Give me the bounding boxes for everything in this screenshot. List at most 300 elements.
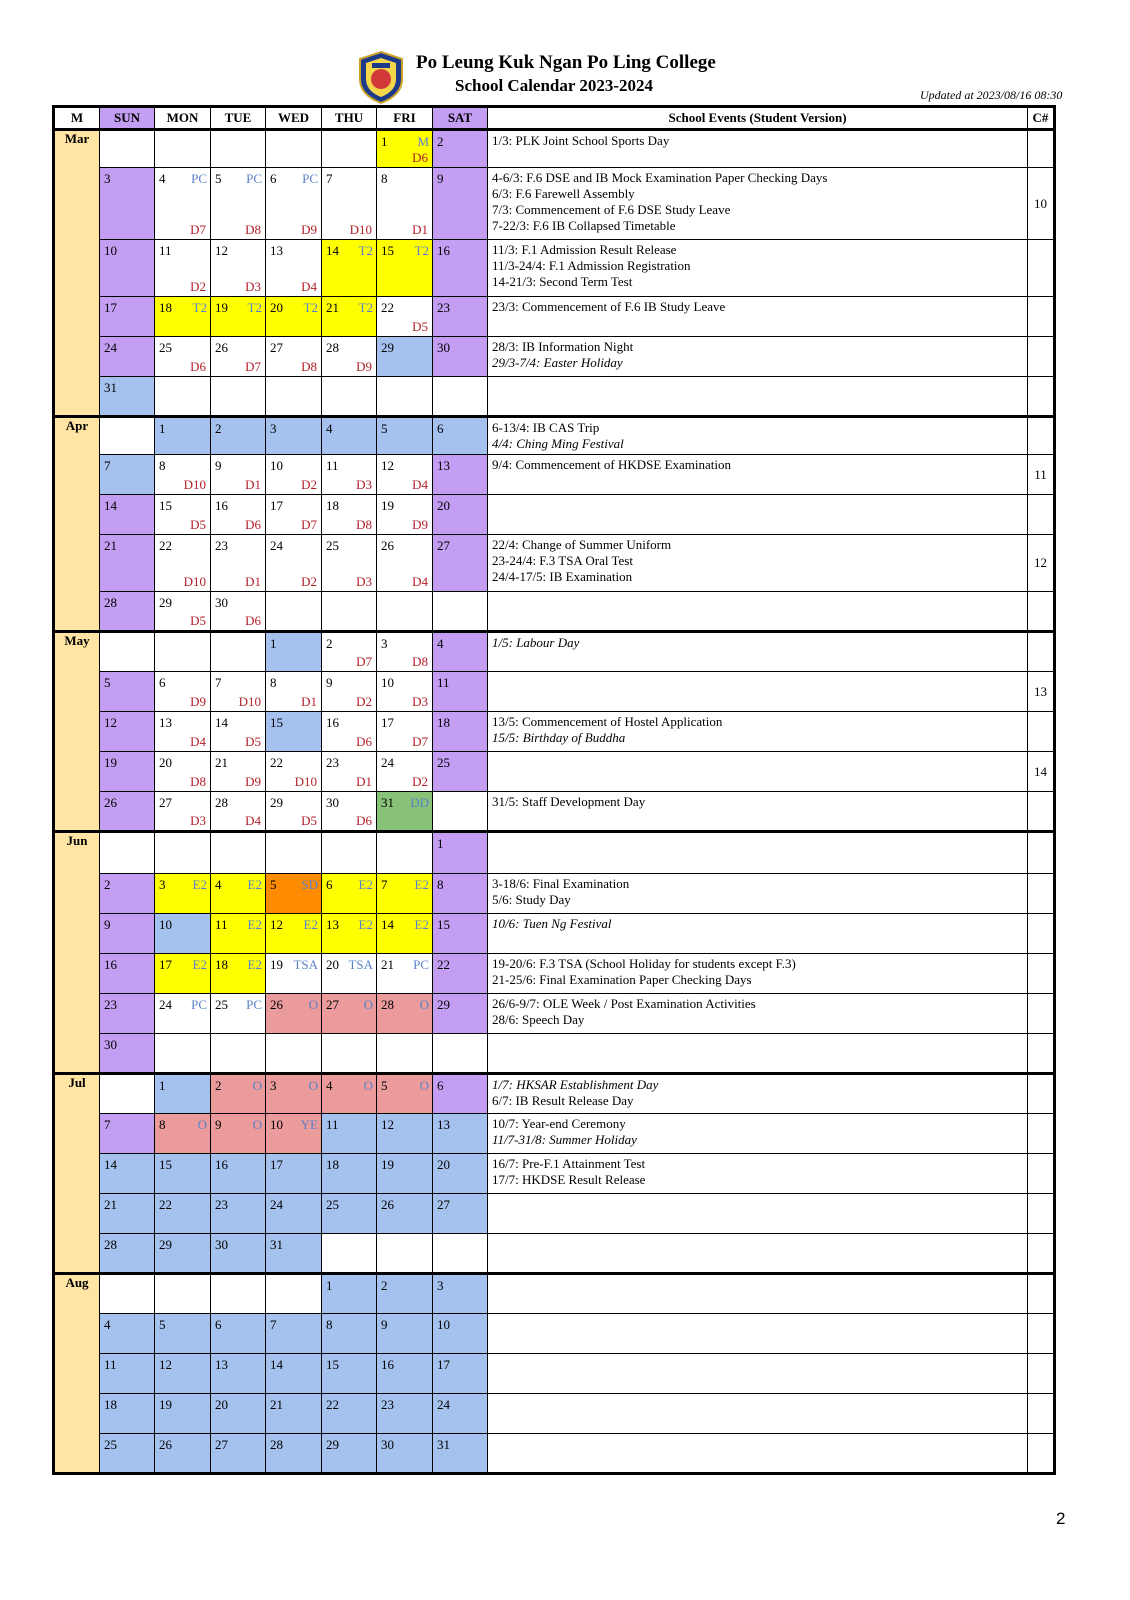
- day-number: 2: [437, 134, 444, 149]
- day-number: 13: [326, 917, 339, 932]
- day-number: 28: [104, 595, 117, 610]
- activity-code: O: [363, 1078, 373, 1093]
- day-cell-thu: [322, 1394, 377, 1434]
- cycle-number-cell: [1028, 632, 1055, 672]
- cycle-day-code: D10: [183, 477, 206, 492]
- day-number: 18: [437, 715, 450, 730]
- day-cell-sat: [433, 168, 488, 240]
- day-number: 5: [159, 1317, 166, 1332]
- day-number: 5: [381, 1078, 388, 1093]
- events-cell: [488, 168, 1028, 240]
- day-number: 3: [381, 636, 388, 651]
- day-cell-sun: [100, 914, 155, 954]
- week-row: [54, 1274, 1055, 1314]
- cycle-day-code: D10: [349, 222, 372, 237]
- day-cell-sat: [433, 1394, 488, 1434]
- school-crest-icon: [356, 49, 406, 105]
- cycle-number-cell: 10: [1028, 168, 1055, 240]
- day-number: 15: [437, 917, 450, 932]
- empty-day-cell: [266, 592, 322, 632]
- day-cell-mon: [155, 792, 211, 832]
- day-number: 14: [104, 1157, 117, 1172]
- day-cell-sat: [433, 130, 488, 168]
- day-cell-sun: [100, 1354, 155, 1394]
- event-line: 7/3: Commencement of F.6 DSE Study Leave: [492, 202, 731, 217]
- day-number: 28: [215, 795, 228, 810]
- day-number: 7: [104, 458, 111, 473]
- day-number: 17: [437, 1357, 450, 1372]
- events-cell: [488, 337, 1028, 377]
- event-line: 11/7-31/8: Summer Holiday: [492, 1132, 637, 1147]
- day-cell-tue: [211, 297, 266, 337]
- day-number: 21: [104, 538, 117, 553]
- cycle-number-header: C#: [1028, 107, 1055, 130]
- week-row: [54, 1114, 1055, 1154]
- day-number: 26: [381, 1197, 394, 1212]
- day-number: 26: [381, 538, 394, 553]
- day-cell-sun: [100, 1394, 155, 1434]
- day-cell-thu: [322, 417, 377, 455]
- empty-day-cell: [155, 377, 211, 417]
- day-cell-wed: [266, 455, 322, 495]
- day-cell-thu: [322, 168, 377, 240]
- day-cell-tue: [211, 874, 266, 914]
- day-number: 12: [381, 458, 394, 473]
- day-cell-tue: [211, 535, 266, 592]
- cycle-number-cell: [1028, 792, 1055, 832]
- day-cell-sat: [433, 832, 488, 874]
- day-number: 28: [104, 1237, 117, 1252]
- day-number: 17: [159, 957, 172, 972]
- activity-code: T2: [247, 300, 262, 315]
- day-cell-tue: [211, 1074, 266, 1114]
- cycle-day-code: D6: [190, 359, 206, 374]
- day-number: 3: [159, 877, 166, 892]
- day-cell-sun: [100, 592, 155, 632]
- day-number: 13: [270, 243, 283, 258]
- empty-day-cell: [322, 592, 377, 632]
- day-number: 17: [270, 498, 283, 513]
- cycle-day-code: D6: [356, 734, 372, 749]
- day-number: 5: [215, 171, 222, 186]
- cycle-day-code: D3: [245, 279, 261, 294]
- day-number: 1: [326, 1278, 333, 1293]
- day-number: 10: [437, 1317, 450, 1332]
- day-number: 31: [270, 1237, 283, 1252]
- day-number: 16: [215, 1157, 228, 1172]
- day-cell-tue: [211, 417, 266, 455]
- cycle-day-code: D8: [412, 654, 428, 669]
- cycle-day-code: D7: [190, 222, 206, 237]
- day-number: 12: [270, 917, 283, 932]
- cycle-day-code: D7: [412, 734, 428, 749]
- cycle-number-cell: 11: [1028, 455, 1055, 495]
- day-number: 18: [104, 1397, 117, 1412]
- day-cell-mon: [155, 1394, 211, 1434]
- cycle-number-cell: 12: [1028, 535, 1055, 592]
- day-number: 13: [437, 458, 450, 473]
- day-cell-fri: [377, 240, 433, 297]
- cycle-day-code: D7: [245, 359, 261, 374]
- empty-day-cell: [433, 792, 488, 832]
- empty-day-cell: [322, 130, 377, 168]
- event-line: 23/3: Commencement of F.6 IB Study Leave: [492, 299, 726, 314]
- empty-day-cell: [155, 632, 211, 672]
- event-line: 23-24/4: F.3 TSA Oral Test: [492, 553, 633, 568]
- monday-header: MON: [155, 107, 211, 130]
- cycle-day-code: D4: [412, 574, 428, 589]
- cycle-number-cell: [1028, 832, 1055, 874]
- cycle-day-code: D8: [356, 517, 372, 532]
- cycle-number-cell: [1028, 712, 1055, 752]
- day-cell-fri: [377, 455, 433, 495]
- day-number: 2: [104, 877, 111, 892]
- day-cell-sun: [100, 377, 155, 417]
- day-cell-mon: [155, 752, 211, 792]
- day-cell-fri: [377, 752, 433, 792]
- day-number: 20: [326, 957, 339, 972]
- day-cell-wed: [266, 297, 322, 337]
- cycle-day-code: D9: [412, 517, 428, 532]
- day-cell-tue: [211, 1314, 266, 1354]
- empty-day-cell: [211, 377, 266, 417]
- week-row: [54, 592, 1055, 632]
- activity-code: E2: [192, 957, 207, 972]
- month-label: May: [54, 632, 100, 832]
- day-cell-sun: [100, 1154, 155, 1194]
- day-cell-mon: [155, 1434, 211, 1474]
- day-cell-thu: [322, 712, 377, 752]
- day-number: 31: [104, 380, 117, 395]
- day-number: 22: [270, 755, 283, 770]
- cycle-number-cell: [1028, 130, 1055, 168]
- month-column-header: M: [54, 107, 100, 130]
- day-number: 4: [215, 877, 222, 892]
- day-cell-mon: [155, 417, 211, 455]
- day-cell-thu: [322, 455, 377, 495]
- day-cell-fri: [377, 535, 433, 592]
- event-line: 10/7: Year-end Ceremony: [492, 1116, 626, 1131]
- day-cell-fri: [377, 1274, 433, 1314]
- day-number: 7: [381, 877, 388, 892]
- empty-day-cell: [266, 832, 322, 874]
- day-cell-tue: [211, 240, 266, 297]
- day-number: 14: [381, 917, 394, 932]
- week-row: [54, 672, 1055, 712]
- day-cell-sat: [433, 297, 488, 337]
- day-number: 16: [326, 715, 339, 730]
- thursday-header: THU: [322, 107, 377, 130]
- day-cell-thu: [322, 535, 377, 592]
- day-number: 8: [326, 1317, 333, 1332]
- day-cell-sun: [100, 672, 155, 712]
- activity-code: TSA: [293, 957, 318, 972]
- day-cell-sat: [433, 672, 488, 712]
- activity-code: O: [419, 997, 429, 1012]
- cycle-day-code: D1: [301, 694, 317, 709]
- day-number: 24: [437, 1397, 450, 1412]
- day-cell-fri: [377, 1074, 433, 1114]
- day-cell-wed: [266, 417, 322, 455]
- cycle-day-code: D9: [245, 774, 261, 789]
- day-number: 27: [437, 538, 450, 553]
- day-cell-sat: [433, 535, 488, 592]
- cycle-day-code: D7: [301, 517, 317, 532]
- day-cell-mon: [155, 914, 211, 954]
- empty-day-cell: [377, 377, 433, 417]
- empty-day-cell: [266, 1034, 322, 1074]
- day-number: 2: [215, 1078, 222, 1093]
- day-number: 27: [326, 997, 339, 1012]
- day-number: 18: [326, 1157, 339, 1172]
- day-cell-mon: [155, 1074, 211, 1114]
- day-number: 6: [437, 1078, 444, 1093]
- day-number: 23: [215, 1197, 228, 1212]
- day-cell-wed: [266, 1074, 322, 1114]
- activity-code: E2: [358, 917, 373, 932]
- empty-day-cell: [433, 1234, 488, 1274]
- events-cell: [488, 130, 1028, 168]
- activity-code: E2: [414, 877, 429, 892]
- week-row: [54, 535, 1055, 592]
- cycle-day-code: D1: [356, 774, 372, 789]
- week-row: [54, 337, 1055, 377]
- day-cell-sun: [100, 1034, 155, 1074]
- day-number: 4: [326, 421, 333, 436]
- day-cell-mon: [155, 1354, 211, 1394]
- day-cell-tue: [211, 337, 266, 377]
- day-cell-thu: [322, 1194, 377, 1234]
- day-cell-tue: [211, 1194, 266, 1234]
- day-number: 24: [159, 997, 172, 1012]
- activity-code: PC: [191, 997, 207, 1012]
- day-number: 23: [381, 1397, 394, 1412]
- empty-day-cell: [100, 832, 155, 874]
- day-number: 3: [270, 1078, 277, 1093]
- event-line: 16/7: Pre-F.1 Attainment Test: [492, 1156, 646, 1171]
- day-number: 24: [270, 538, 283, 553]
- day-number: 9: [104, 917, 111, 932]
- day-number: 9: [215, 1117, 222, 1132]
- events-cell: [488, 874, 1028, 914]
- day-cell-tue: [211, 1114, 266, 1154]
- event-line: 6-13/4: IB CAS Trip: [492, 420, 600, 435]
- empty-day-cell: [100, 1074, 155, 1114]
- day-cell-fri: [377, 417, 433, 455]
- day-cell-thu: [322, 1274, 377, 1314]
- empty-day-cell: [433, 592, 488, 632]
- empty-day-cell: [377, 1234, 433, 1274]
- events-cell: [488, 592, 1028, 632]
- empty-day-cell: [100, 130, 155, 168]
- day-cell-thu: [322, 1154, 377, 1194]
- day-number: 10: [270, 458, 283, 473]
- day-number: 25: [159, 340, 172, 355]
- day-cell-mon: [155, 337, 211, 377]
- day-cell-wed: [266, 240, 322, 297]
- day-cell-fri: [377, 874, 433, 914]
- day-number: 8: [159, 1117, 166, 1132]
- day-number: 4: [437, 636, 444, 651]
- day-cell-thu: [322, 337, 377, 377]
- event-line: 4/4: Ching Ming Festival: [492, 436, 624, 451]
- cycle-number-cell: [1028, 337, 1055, 377]
- day-cell-tue: [211, 168, 266, 240]
- event-line: 21-25/6: Final Examination Paper Checking Days: [492, 972, 752, 987]
- week-row: [54, 1394, 1055, 1434]
- day-number: 16: [215, 498, 228, 513]
- activity-code: O: [308, 997, 318, 1012]
- cycle-number-cell: [1028, 1074, 1055, 1114]
- month-label: Apr: [54, 417, 100, 632]
- day-number: 17: [270, 1157, 283, 1172]
- calendar-body: [54, 130, 1055, 1474]
- day-cell-mon: [155, 1114, 211, 1154]
- cycle-number-cell: [1028, 1274, 1055, 1314]
- cycle-number-cell: [1028, 495, 1055, 535]
- empty-day-cell: [100, 632, 155, 672]
- day-number: 2: [215, 421, 222, 436]
- day-cell-sat: [433, 752, 488, 792]
- day-cell-tue: [211, 712, 266, 752]
- day-number: 15: [159, 1157, 172, 1172]
- event-line: 13/5: Commencement of Hostel Application: [492, 714, 723, 729]
- month-label: Jul: [54, 1074, 100, 1274]
- day-cell-fri: [377, 337, 433, 377]
- page-number: 2: [1056, 1509, 1066, 1528]
- day-cell-wed: [266, 672, 322, 712]
- week-row: [54, 914, 1055, 954]
- day-cell-mon: [155, 535, 211, 592]
- day-number: 10: [381, 675, 394, 690]
- day-number: 23: [104, 997, 117, 1012]
- day-cell-thu: [322, 792, 377, 832]
- events-cell: [488, 377, 1028, 417]
- school-name: Po Leung Kuk Ngan Po Ling College: [416, 52, 716, 73]
- day-number: 6: [159, 675, 166, 690]
- day-number: 3: [104, 171, 111, 186]
- activity-code: PC: [413, 957, 429, 972]
- day-cell-sat: [433, 1314, 488, 1354]
- day-number: 11: [215, 917, 228, 932]
- cycle-day-code: D6: [245, 517, 261, 532]
- day-cell-thu: [322, 1114, 377, 1154]
- activity-code: T2: [358, 243, 373, 258]
- day-cell-sat: [433, 874, 488, 914]
- day-cell-fri: [377, 1154, 433, 1194]
- day-number: 28: [270, 1437, 283, 1452]
- day-number: 30: [381, 1437, 394, 1452]
- day-number: 12: [215, 243, 228, 258]
- day-cell-tue: [211, 1234, 266, 1274]
- day-cell-thu: [322, 914, 377, 954]
- event-line: 15/5: Birthday of Buddha: [492, 730, 626, 745]
- day-cell-mon: [155, 712, 211, 752]
- event-line: 11/3: F.1 Admission Result Release: [492, 242, 677, 257]
- cycle-day-code: D6: [245, 613, 261, 628]
- day-number: 16: [381, 1357, 394, 1372]
- cycle-day-code: D9: [356, 359, 372, 374]
- day-cell-sat: [433, 954, 488, 994]
- day-cell-fri: [377, 712, 433, 752]
- day-cell-sun: [100, 994, 155, 1034]
- week-row: [54, 1074, 1055, 1114]
- day-number: 18: [215, 957, 228, 972]
- day-number: 8: [159, 458, 166, 473]
- day-number: 7: [104, 1117, 111, 1132]
- day-number: 7: [270, 1317, 277, 1332]
- day-cell-mon: [155, 1234, 211, 1274]
- day-number: 27: [437, 1197, 450, 1212]
- cycle-day-code: D3: [356, 477, 372, 492]
- day-cell-thu: [322, 632, 377, 672]
- day-cell-wed: [266, 1434, 322, 1474]
- day-number: 19: [159, 1397, 172, 1412]
- events-cell: [488, 672, 1028, 712]
- day-cell-tue: [211, 672, 266, 712]
- cycle-day-code: D1: [245, 574, 261, 589]
- event-line: 29/3-7/4: Easter Holiday: [492, 355, 623, 370]
- day-number: 21: [326, 300, 339, 315]
- day-cell-mon: [155, 168, 211, 240]
- day-number: 29: [326, 1437, 339, 1452]
- events-cell: [488, 1234, 1028, 1274]
- empty-day-cell: [322, 832, 377, 874]
- week-row: [54, 1034, 1055, 1074]
- event-line: 24/4-17/5: IB Examination: [492, 569, 633, 584]
- day-number: 28: [381, 997, 394, 1012]
- day-cell-thu: [322, 994, 377, 1034]
- event-line: 7-22/3: F.6 IB Collapsed Timetable: [492, 218, 676, 233]
- day-cell-sat: [433, 1154, 488, 1194]
- events-cell: [488, 1434, 1028, 1474]
- day-cell-sat: [433, 417, 488, 455]
- day-number: 19: [270, 957, 283, 972]
- events-cell: [488, 712, 1028, 752]
- events-cell: [488, 455, 1028, 495]
- event-line: 5/6: Study Day: [492, 892, 571, 907]
- day-cell-fri: [377, 495, 433, 535]
- day-number: 22: [381, 300, 394, 315]
- day-number: 26: [270, 997, 283, 1012]
- day-cell-fri: [377, 168, 433, 240]
- cycle-day-code: D4: [245, 813, 261, 828]
- day-number: 2: [326, 636, 333, 651]
- day-number: 25: [104, 1437, 117, 1452]
- empty-day-cell: [377, 1034, 433, 1074]
- day-cell-fri: [377, 792, 433, 832]
- event-line: 6/3: F.6 Farewell Assembly: [492, 186, 635, 201]
- day-number: 30: [215, 595, 228, 610]
- day-cell-sat: [433, 1354, 488, 1394]
- cycle-number-cell: [1028, 914, 1055, 954]
- events-cell: [488, 1114, 1028, 1154]
- day-cell-tue: [211, 1434, 266, 1474]
- day-cell-thu: [322, 297, 377, 337]
- events-cell: [488, 914, 1028, 954]
- day-cell-wed: [266, 1194, 322, 1234]
- day-cell-wed: [266, 752, 322, 792]
- day-cell-sat: [433, 632, 488, 672]
- day-number: 21: [270, 1397, 283, 1412]
- day-cell-wed: [266, 535, 322, 592]
- empty-day-cell: [211, 1034, 266, 1074]
- cycle-day-code: D9: [190, 694, 206, 709]
- day-number: 23: [437, 300, 450, 315]
- day-number: 24: [104, 340, 117, 355]
- events-cell: [488, 297, 1028, 337]
- activity-code: O: [419, 1078, 429, 1093]
